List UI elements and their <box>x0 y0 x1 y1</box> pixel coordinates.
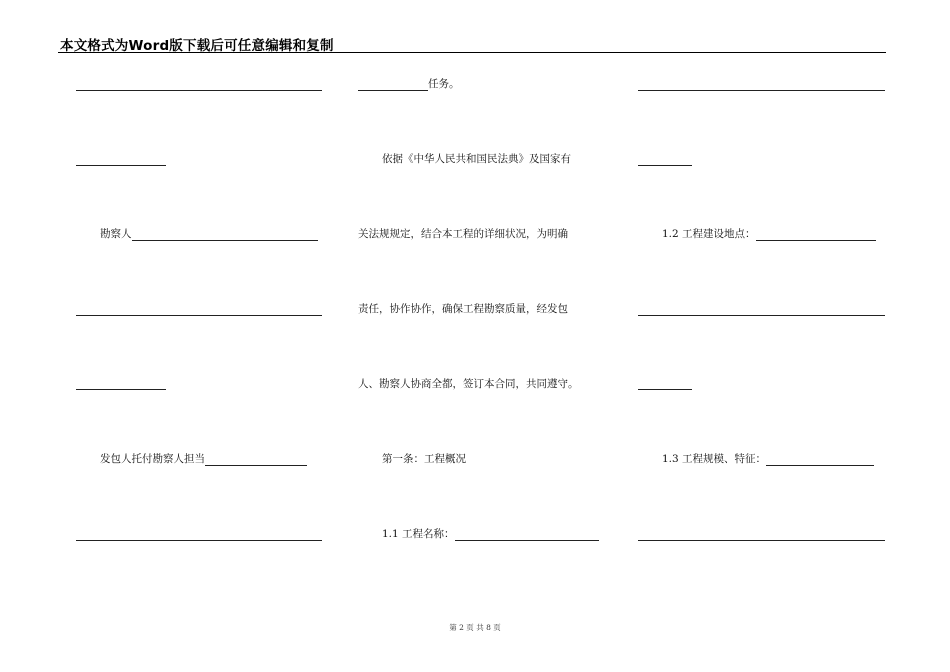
column-middle <box>358 0 604 672</box>
project-name-blank[interactable] <box>455 528 599 541</box>
location-label: 1.2 工程建设地点： <box>662 228 756 240</box>
task-text: 任务。 <box>428 78 460 90</box>
blank-line <box>638 90 885 91</box>
entrust-text: 发包人托付勘察人担当 <box>100 453 205 465</box>
document-header-title: 本文格式为Word版下载后可任意编辑和复制 <box>60 38 334 54</box>
location-row <box>662 228 876 241</box>
blank-line <box>76 315 322 316</box>
scale-blank[interactable] <box>766 453 874 466</box>
blank-line <box>638 165 692 166</box>
blank-line <box>76 540 322 541</box>
entrust-blank[interactable] <box>205 453 307 466</box>
blank-line <box>638 540 885 541</box>
task-blank[interactable] <box>358 78 428 91</box>
blank-line <box>76 165 166 166</box>
blank-line <box>76 90 322 91</box>
paragraph-line-3: 责任，协作协作，确保工程勘察质量，经发包 <box>358 303 568 315</box>
scale-label: 1.3 工程规模、特征： <box>662 453 767 465</box>
scale-row <box>662 453 874 466</box>
paragraph-line-4: 人、勘察人协商全都，签订本合同，共同遵守。 <box>358 378 579 390</box>
task-row <box>358 78 460 91</box>
article-1-heading: 第一条：工程概况 <box>382 453 466 465</box>
blank-line <box>76 389 166 390</box>
project-name-label: 1.1 工程名称： <box>382 528 455 540</box>
paragraph-line-2: 关法规规定，结合本工程的详细状况，为明确 <box>358 228 568 240</box>
column-left <box>76 0 322 672</box>
blank-line <box>638 389 692 390</box>
blank-line <box>638 315 885 316</box>
contractor-field-row <box>100 228 318 241</box>
page-number: 第 2 页 共 8 页 <box>449 623 501 632</box>
contractor-blank[interactable] <box>132 228 318 241</box>
paragraph-line-1: 依据《中华人民共和国民法典》及国家有 <box>382 153 571 165</box>
entrust-field-row <box>100 453 307 466</box>
location-blank[interactable] <box>756 228 876 241</box>
column-right <box>638 0 885 672</box>
project-name-row <box>382 528 599 541</box>
contractor-label: 勘察人 <box>100 228 132 240</box>
